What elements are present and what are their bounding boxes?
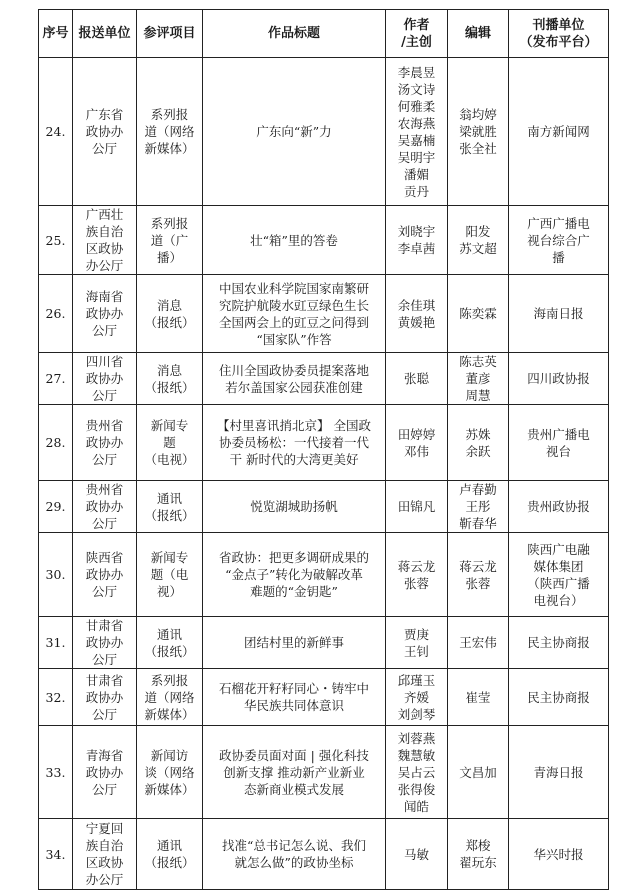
unit-cell-line: 政协办 [85,764,124,780]
seq-cell: 26. [39,275,73,353]
author-cell-line: 贾庚 [403,626,429,642]
unit-cell-line: 政协办 [85,124,124,139]
author-cell-line: 魏慧敏 [397,747,436,763]
publisher-cell-line: 媒体集团 [533,558,584,574]
category-cell [137,275,203,353]
unit-cell-line: 公厅 [91,652,117,667]
author-cell [386,481,448,533]
category-cell-line: （报纸） [144,507,195,523]
unit-cell-line: 公厅 [91,388,117,403]
title-cell-line: 创新支撑 推动新产业新业 [223,764,365,780]
seq-cell: 25. [39,206,73,275]
category-cell-line: 新媒体） [144,706,195,722]
unit-cell [73,726,137,819]
editor-cell-line: 董彦 [465,371,491,386]
author-cell-line: 吴明宇 [397,149,436,165]
seq-cell: 29. [39,481,73,533]
category-cell-line: （报纸） [144,855,195,870]
category-cell [137,669,203,726]
table-row [39,353,609,405]
table-row [39,206,609,275]
author-cell-line: 齐媛 [403,689,429,705]
title-cell-line: 中国农业科学院国家南繁研 [218,280,369,296]
editor-cell [448,726,509,819]
title-cell-line: “金点子”转化为破解改革 [225,567,363,582]
unit-cell-line: 甘肃省 [85,672,124,688]
publisher-cell-line: 贵州政协报 [527,499,590,514]
header-publisher [509,10,609,58]
editor-cell-line: 苏姝 [465,426,491,442]
title-cell-line: 团结村里的新鲜事 [243,635,344,650]
unit-cell-line: 办公厅 [85,258,124,273]
unit-cell [73,58,137,206]
category-cell-line: 题（电 [150,567,189,582]
header-line: 参评项目 [143,26,196,41]
table-row [39,726,609,819]
author-cell-line: 马敏 [403,846,429,862]
category-cell-line: 消息 [156,362,182,378]
author-cell [386,275,448,353]
title-cell-line: 省政协：把更多调研成果的 [218,550,369,565]
title-cell [203,405,386,481]
editor-cell-line: 陈奕霖 [459,306,497,321]
author-cell-line: 黄媛艳 [397,314,436,330]
category-cell-line: 新闻访 [150,747,189,763]
editor-cell-line: 周慧 [465,388,491,403]
author-cell [386,726,448,819]
editor-cell [448,405,509,481]
header-category [137,10,203,58]
publisher-cell [509,533,609,617]
author-cell [386,819,448,890]
unit-cell-line: 广西壮 [85,207,124,222]
unit-cell-line: 贵州省 [85,482,124,497]
author-cell [386,533,448,617]
unit-cell-line: 公厅 [91,516,117,531]
publisher-cell-line: 民主协商报 [527,689,590,705]
publisher-cell-line: 民主协商报 [527,635,590,650]
editor-cell [448,353,509,405]
title-cell-line: 华民族共同体意识 [243,698,344,713]
title-cell-line: 态新商业模式发展 [243,781,344,797]
unit-cell-line: 陕西省 [85,550,124,565]
author-cell-line: 刘剑琴 [397,706,436,722]
author-cell-line: 吴占云 [397,764,436,780]
title-cell-line: 就怎么做”的政协坐标 [234,855,354,870]
table-row [39,617,609,669]
unit-cell-line: 广东省 [85,107,124,122]
title-cell-line: 壮“箱”里的答卷 [250,232,338,248]
category-cell [137,726,203,819]
unit-cell-line: 贵州省 [85,418,124,433]
author-cell-line: 吴嘉楠 [397,132,436,148]
editor-cell-line: 卢春勤 [459,482,497,497]
publisher-cell [509,275,609,353]
category-cell-line: 题 [163,435,176,450]
editor-cell-line: 翁均婷 [459,107,497,122]
author-cell-line: 邓伟 [403,443,429,459]
title-cell [203,206,386,275]
author-cell [386,405,448,481]
publisher-cell-line: 视台综合广 [527,232,590,248]
header-author [386,10,448,58]
author-cell-line: 李晨昱 [397,64,436,80]
seq-cell: 30. [39,533,73,617]
publisher-cell-line: 华兴时报 [533,846,584,862]
editor-cell-line: 王宏伟 [459,635,497,650]
publisher-cell [509,58,609,206]
header-line: 刊播单位 [532,17,585,33]
seq-cell: 32. [39,669,73,726]
awards-table [38,9,609,890]
editor-cell-line: 阳发 [465,224,491,239]
unit-cell-line: 宁夏回 [85,821,124,836]
category-cell-line: 系列报 [150,107,189,122]
category-cell-line: 道（网络 [144,124,195,139]
category-cell-line: 道（广 [150,232,189,248]
header-seq: 序号 [39,10,73,58]
unit-cell-line: 政协办 [85,689,124,705]
title-cell-line: “国家队”作答 [256,331,332,347]
unit-cell-line: 甘肃省 [85,618,124,633]
category-cell [137,617,203,669]
seq-cell: 34. [39,819,73,890]
title-cell [203,533,386,617]
title-cell-line: 找准“总书记怎么说、我们 [222,838,366,853]
author-cell-line: 何雅柔 [397,98,436,114]
category-cell-line: 通讯 [156,490,182,506]
author-cell-line: 蒋云龙 [397,558,436,574]
editor-cell-line: 陈志英 [459,354,497,369]
editor-cell-line: 余跃 [465,443,491,459]
category-cell-line: 通讯 [156,626,182,642]
author-cell-line: 贡丹 [403,183,429,199]
unit-cell-line: 青海省 [85,747,124,763]
editor-cell-line: 蒋云龙 [459,558,497,574]
title-cell-line: 全国两会上的豇豆之问得到 [218,314,369,330]
author-cell-line: 张聪 [403,371,429,386]
editor-cell [448,533,509,617]
category-cell [137,353,203,405]
title-cell [203,58,386,206]
editor-cell-line: 王彤 [465,499,491,514]
publisher-cell-line: 海南日报 [533,306,584,321]
publisher-cell-line: 广西广播电 [527,215,590,231]
title-cell [203,353,386,405]
title-cell-line: 政协委员面对面 | 强化科技 [219,747,369,763]
unit-cell-line: 海南省 [85,289,124,304]
publisher-cell [509,669,609,726]
category-cell-line: （报纸） [144,379,195,395]
unit-cell [73,481,137,533]
category-cell-line: （报纸） [144,314,195,330]
unit-cell-line: 公厅 [91,781,117,797]
author-cell-line: 闻皓 [403,798,429,814]
table-row [39,819,609,890]
publisher-cell [509,353,609,405]
category-cell [137,533,203,617]
category-cell-line: （电视） [144,452,195,467]
author-cell [386,353,448,405]
author-cell-line: 张蓉 [403,575,429,591]
category-cell-line: （报纸） [144,643,195,659]
unit-cell-line: 政协办 [85,306,124,321]
unit-cell-line: 政协办 [85,567,124,582]
unit-cell-line: 四川省 [85,354,124,369]
unit-cell [73,405,137,481]
header-unit: 报送单位 [73,10,137,58]
unit-cell-line: 政协办 [85,635,124,650]
editor-cell [448,275,509,353]
publisher-cell-line: 青海日报 [533,764,584,780]
publisher-cell [509,206,609,275]
title-cell-line: 【村里喜讯捎北京】 全国政 [217,418,371,433]
author-cell-line: 王钊 [403,643,429,659]
table-row [39,405,609,481]
title-cell-line: 若尔盖国家公园获准创建 [225,379,363,395]
author-cell-line: 刘晓宇 [397,224,436,239]
category-cell-line: 视） [156,584,182,599]
author-cell-line: 李卓茜 [397,241,436,256]
seq-cell: 28. [39,405,73,481]
publisher-cell [509,617,609,669]
author-cell-line: 农海燕 [397,115,436,131]
unit-cell-line: 族自治 [85,224,124,239]
header-line: 作者 [403,17,430,33]
editor-cell [448,669,509,726]
table-header-row [39,10,609,58]
editor-cell [448,206,509,275]
category-cell-line: 播） [156,249,182,265]
unit-cell-line: 族自治 [85,838,124,853]
editor-cell-line: 翟玩东 [459,855,497,870]
editor-cell [448,617,509,669]
unit-cell [73,353,137,405]
table-row [39,533,609,617]
table-body [39,58,609,890]
category-cell-line: 谈（网络 [144,764,195,780]
category-cell-line: 道（网络 [144,689,195,705]
publisher-cell [509,481,609,533]
editor-cell-line: 郑梭 [465,838,491,853]
author-cell-line: 潘媚 [403,166,429,182]
category-cell-line: 系列报 [150,215,189,231]
header-line: /主创 [401,34,432,50]
category-cell-line: 新媒体） [144,141,195,156]
editor-cell [448,58,509,206]
table-row [39,58,609,206]
title-cell [203,726,386,819]
category-cell [137,206,203,275]
category-cell-line: 消息 [156,297,182,313]
title-cell-line: 干 新时代的大湾更美好 [229,452,359,467]
unit-cell [73,617,137,669]
editor-cell-line: 崔莹 [465,689,491,705]
editor-cell-line: 张蓉 [465,575,491,591]
publisher-cell [509,819,609,890]
unit-cell [73,533,137,617]
unit-cell-line: 公厅 [91,452,117,467]
author-cell-line: 田婷婷 [397,426,436,442]
title-cell-line: 广东向“新”力 [256,124,332,139]
unit-cell [73,669,137,726]
seq-cell: 24. [39,58,73,206]
publisher-cell-line: 电视台） [533,592,584,608]
title-cell-line: 住川全国政协委员提案落地 [218,362,369,378]
category-cell-line: 系列报 [150,672,189,688]
title-cell-line: 悦览湖城助扬帆 [250,499,338,514]
title-cell [203,819,386,890]
category-cell-line: 新媒体） [144,781,195,797]
editor-cell-line: 张全社 [459,141,497,156]
header-editor: 编辑 [448,10,509,58]
unit-cell-line: 公厅 [91,584,117,599]
author-cell [386,58,448,206]
seq-cell: 27. [39,353,73,405]
unit-cell [73,275,137,353]
author-cell-line: 张得俊 [397,781,436,797]
category-cell [137,481,203,533]
unit-cell-line: 区政协 [85,241,124,256]
unit-cell [73,819,137,890]
publisher-cell [509,405,609,481]
publisher-cell-line: （陕西广播 [527,575,590,591]
publisher-cell-line: 播 [552,249,565,265]
author-cell-line: 邱瑾玉 [397,672,436,688]
unit-cell-line: 公厅 [91,141,117,156]
title-cell-line: 协委员杨松：一代接着一代 [218,435,369,450]
unit-cell-line: 公厅 [91,706,117,722]
header-line: （发布平台） [519,34,598,50]
editor-cell-line: 文昌加 [459,764,497,780]
title-cell [203,617,386,669]
title-cell [203,275,386,353]
publisher-cell-line: 陕西广电融 [527,541,590,557]
unit-cell-line: 公厅 [91,323,117,338]
author-cell [386,206,448,275]
author-cell-line: 余佳琪 [397,297,436,313]
header-title: 作品标题 [203,10,386,58]
editor-cell [448,819,509,890]
editor-cell [448,481,509,533]
table-row [39,275,609,353]
unit-cell-line: 区政协 [85,855,124,870]
publisher-cell-line: 四川政协报 [527,371,590,386]
category-cell-line: 新闻专 [150,550,189,565]
title-cell-line: 石榴花开籽籽同心・铸牢中 [218,681,369,696]
category-cell-line: 新闻专 [150,418,189,433]
title-cell-line: 究院护航陵水豇豆绿色生长 [218,297,369,313]
unit-cell-line: 办公厅 [85,872,124,887]
category-cell [137,405,203,481]
editor-cell-line: 苏文超 [459,241,497,256]
title-cell [203,669,386,726]
seq-cell: 31. [39,617,73,669]
unit-cell-line: 政协办 [85,499,124,514]
publisher-cell-line: 视台 [545,443,571,459]
unit-cell-line: 政协办 [85,435,124,450]
editor-cell-line: 靳春华 [459,516,497,531]
unit-cell-line: 政协办 [85,371,124,386]
title-cell [203,481,386,533]
table-row [39,481,609,533]
category-cell [137,819,203,890]
category-cell-line: 通讯 [156,838,182,853]
publisher-cell [509,726,609,819]
seq-cell: 33. [39,726,73,819]
publisher-cell-line: 贵州广播电 [527,426,590,442]
table-row [39,669,609,726]
author-cell [386,617,448,669]
author-cell-line: 田锦凡 [397,499,436,514]
editor-cell-line: 梁就胜 [459,124,497,139]
title-cell-line: 难题的“金钥匙” [250,584,338,599]
author-cell-line: 刘蓉燕 [397,730,436,746]
unit-cell [73,206,137,275]
publisher-cell-line: 南方新闻网 [527,124,590,139]
author-cell [386,669,448,726]
author-cell-line: 汤文诗 [397,81,436,97]
category-cell [137,58,203,206]
